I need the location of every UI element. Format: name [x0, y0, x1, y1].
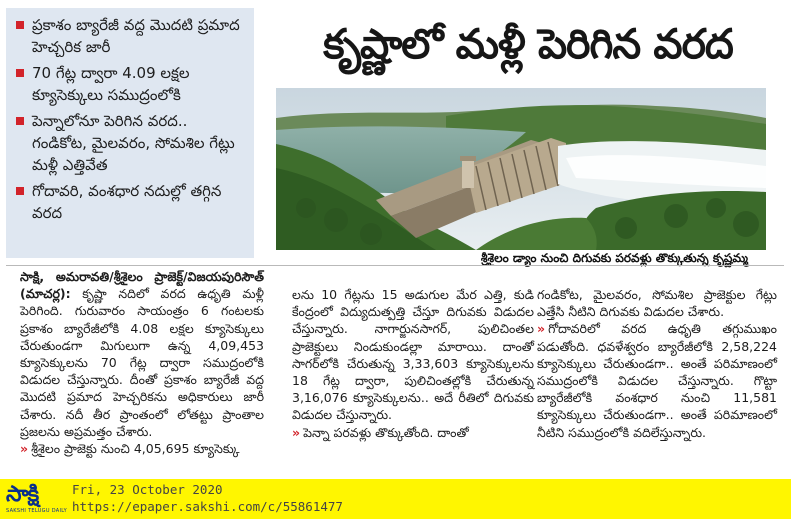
article-headline: కృష్ణాలో మళ్లీ పెరిగిన వరద — [323, 20, 733, 68]
article-url-link[interactable]: https://epaper.sakshi.com/c/55861477 — [72, 499, 343, 514]
bullet-square-icon — [16, 117, 24, 125]
article-text: శ్రీశైలం ప్రాజెక్టు నుంచి 4,05,695 క్యూసెక్కు — [31, 441, 240, 457]
sakshi-logo[interactable] — [6, 482, 68, 516]
article-paragraph: లను 10 గేట్లను 15 అడుగుల మేర ఎత్తి, కుడి కేంద్రంలో విద్యుదుత్పత్తి చేస్తూ దిగువకు విడుదల చేస్తున్నారు. నాగార్జునసాగర్, పులిచింతల ప్రాజెక్టులు నిండుకుండల్లా మారాయి. దాంతో సాగర్‌లోకి చేరుతున్న 3,33,603 క్యూసెక్కులను 18 గేట్ల ద్వారా, పులిచింతల్లోకి చేరుతున్న 3,16,076 క్యూసెక్కులను.. అదే రీతిలో దిగువకు విడుదల చేస్తున్నారు. — [292, 287, 534, 423]
highlights-box — [6, 8, 254, 258]
article-paragraph — [20, 268, 264, 440]
logo-subtext: SAKSHI TELUGU DAILY — [6, 508, 68, 514]
article-paragraph — [20, 440, 264, 457]
bullet-square-icon — [16, 69, 24, 77]
article-text: గోదావరిలో వరద ఉధృతి తగ్గుముఖం పడుతోంది. ధవళేశ్వరం బ్యారేజీలోకి 2,58,224 క్యూసెక్కులు చేరుతుండగా.. అంతే పరిమాణంలో సముద్రంలోకి విడుదల చేస్తున్నారు. గొట్టా బ్యారేజీలోకి వంశధార నుంచి 11,581 క్యూసెక్కులు చేరుతుండగా.. అంతే పరిమాణంలో నీటిని సముద్రంలోకి వదిలేస్తున్నారు. — [537, 321, 777, 440]
bullet-square-icon — [16, 187, 24, 195]
bullet-square-icon — [16, 21, 24, 29]
highlight-text: పెన్నాలోనూ పెరిగిన వరద.. గండికోట, మైలవరం, సోమశిల గేట్లు మళ్లీ ఎత్తివేత — [32, 112, 235, 174]
logo-text: సాక్షి — [6, 482, 39, 507]
photo-caption: శ్రీశైలం డ్యాం నుంచి దిగువకు పరవళ్లు తొక్కుతున్న కృష్ణమ్మ — [480, 251, 748, 265]
highlight-item — [16, 14, 246, 58]
highlight-item — [16, 110, 246, 176]
arrow-bullet-icon: » — [20, 441, 29, 457]
article-paragraph — [537, 320, 777, 440]
article-paragraph: గండికోట, మైలవరం, సోమశిల ప్రాజెక్టుల గేట్లు ఎత్తేసి నీటిని దిగువకు విడుదల చేశారు. — [537, 287, 777, 320]
arrow-bullet-icon: » — [537, 321, 546, 337]
highlight-text: 70 గేట్ల ద్వారా 4.09 లక్షల క్యూసెక్కులు సముద్రంలోకి — [32, 64, 190, 104]
article-text: కృష్ణా నదిలో వరద ఉధృతి మళ్లీ పెరిగింది. గురువారం సాయంత్రం 6 గంటలకు ప్రకాశం బ్యారేజీలోకి 4.08 లక్షల క్యూసెక్కులు చేరుతుండగా మిగులుగా ఉన్న 4,09,453 క్యూసెక్కులను 70 గేట్ల ద్వారా సముద్రంలోకి విడుదల చేస్తున్నారు. దీంతో ప్రకాశం బ్యారేజీ వద్ద మొదటి ప్రమాద హెచ్చరికను అధికారులు జారీ చేశారు. నదీ తీర ప్రాంతంలో లోతట్టు ప్రాంతాల ప్రజలను అప్రమత్తం చేశారు. — [20, 286, 264, 439]
publication-date: Fri, 23 October 2020 — [72, 482, 223, 497]
footer-info — [72, 481, 343, 515]
article-paragraph — [292, 424, 534, 441]
article-text: పెన్నా పరవళ్లు తొక్కుతోంది. దాంతో — [303, 424, 469, 440]
article-column-3 — [537, 286, 777, 441]
highlight-text: గోదావరి, వంశధార నదుల్లో తగ్గిన వరద — [32, 182, 222, 222]
highlight-item — [16, 180, 246, 224]
section-divider — [6, 265, 784, 266]
dam-photo — [276, 88, 766, 250]
article-dateline: సాక్షి, అమరావతి/శ్రీశైలం ప్రాజెక్ట్/విజయపురిసౌత్ (మాచర్ల): — [20, 269, 264, 302]
highlight-text: ప్రకాశం బ్యారేజీ వద్ద మొదటి ప్రమాద హెచ్చరిక జారీ — [32, 16, 240, 56]
arrow-bullet-icon: » — [292, 424, 301, 440]
highlight-item — [16, 62, 246, 106]
article-column-2 — [292, 286, 534, 441]
page-footer — [0, 479, 791, 519]
article-column-1 — [20, 268, 264, 457]
